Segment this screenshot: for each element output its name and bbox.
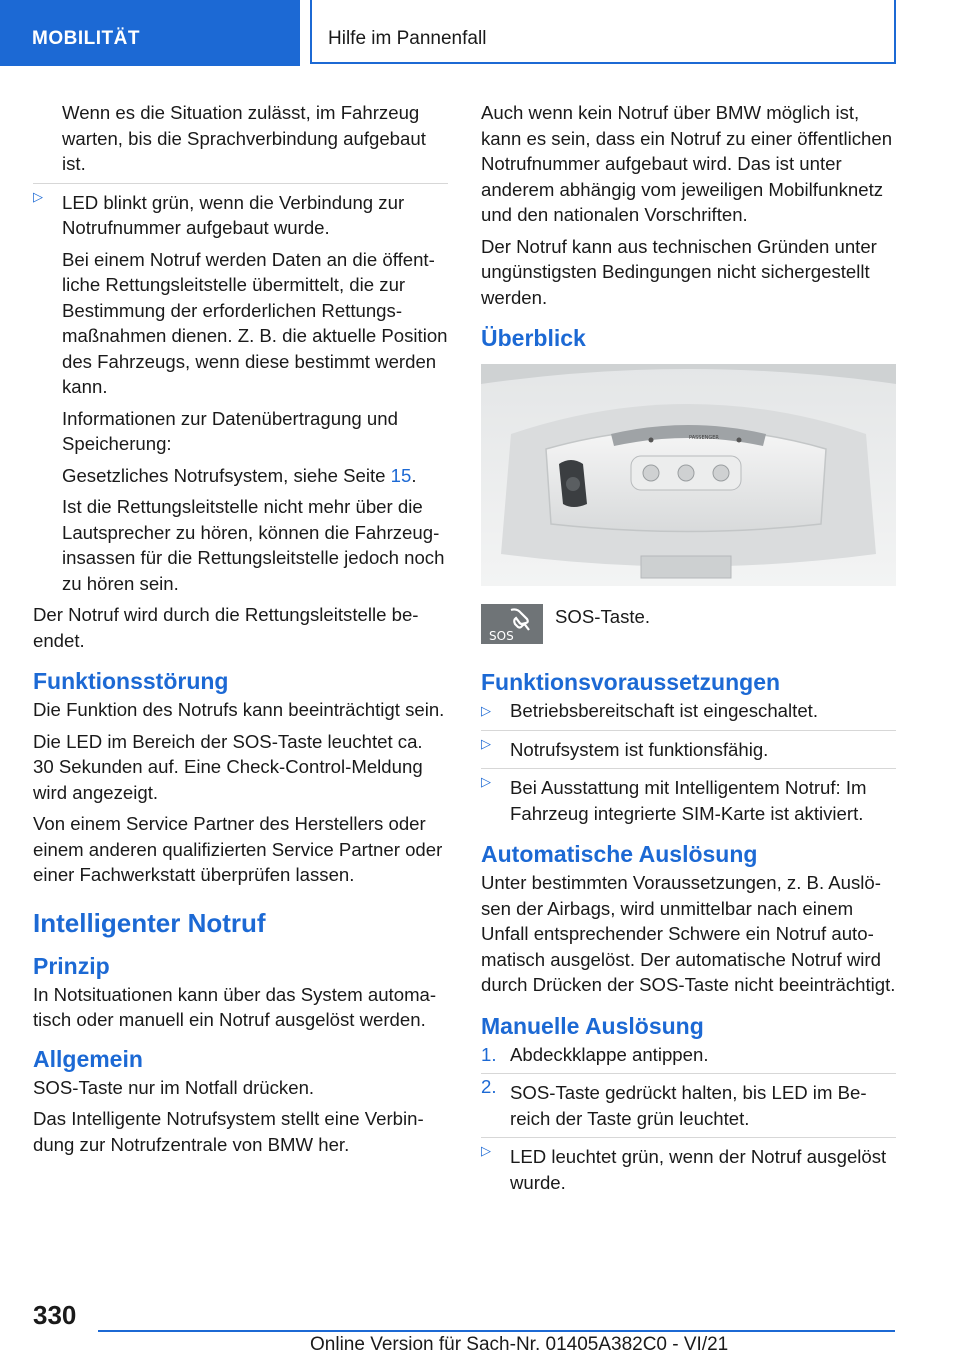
step-text: SOS-Taste gedrückt halten, bis LED im Bereich der Taste grün leuchtet. [510, 1082, 867, 1129]
triangle-bullet-icon: ▷ [481, 1143, 491, 1158]
step-number: 1. [481, 1043, 497, 1065]
footer-divider [98, 1330, 895, 1332]
list-item [33, 183, 448, 241]
paragraph: Ist die Rettungsleitstelle nicht mehr über die Lautsprecher zu hören, können die Fahrzeuginsassen für die Rettungsleitstelle jedoch noch zu hören sein. [62, 496, 445, 594]
list-item [481, 698, 896, 724]
right-column [481, 100, 896, 1201]
page-number: 330 [33, 1300, 77, 1330]
paragraph: Das Intelligente Notrufsystem stellt eine Verbindung zur Notrufzentrale von BMW her. [33, 1108, 424, 1155]
list-item-text: Bei Ausstattung mit Intelligentem Notruf: Im Fahrzeug integrierte SIM-Karte ist aktiviert. [510, 777, 867, 824]
paragraph: Von einem Service Partner des Herstellers oder einem anderen qualifizierten Service Partner oder einer Fachwerkstatt überprüfen lassen. [33, 813, 443, 885]
paragraph: Unter bestimmten Voraussetzungen, z. B. Auslösen der Airbags, wird unmittelbar nach einem Unfall entsprechender Schwere ein Notruf automatisch ausgelöst. Der automatische Notruf wird durch Drücken der SOS-Taste nicht beeinträchtigt. [481, 872, 896, 995]
paragraph: Bei einem Notruf werden Daten an die öffentliche Rettungsleitstelle übermittelt, die zur Bestimmung der erforderlichen Rettungsmaßnahmen dienen. Z. B. die aktuelle Position des Fahrzeugs, wenn diese bestimmt werden kann. [62, 248, 448, 397]
paragraph: Auch wenn kein Notruf über BMW möglich ist, kann es sein, dass ein Notruf zu einer öffentlichen Notrufnummer aufgebaut wird. Das ist unter anderem abhängig vom jeweiligen Mobilfunknetz und den nationalen Vorschriften. [481, 102, 893, 225]
heading-manual-trigger: Manuelle Auslösung [481, 1012, 704, 1039]
heading-requirements: Funktionsvoraussetzungen [481, 669, 781, 695]
numbered-step [481, 1042, 896, 1068]
page-header [0, 0, 960, 66]
heading-overview: Überblick [481, 325, 586, 351]
sos-icon-text: SOS [489, 629, 514, 643]
step-text: Abdeckklappe antippen. [510, 1043, 709, 1065]
step-number: 2. [481, 1076, 497, 1097]
triangle-bullet-icon: ▷ [33, 188, 43, 204]
section-tab[interactable]: MOBILITÄT [0, 0, 300, 66]
page-link[interactable]: 15 [390, 464, 412, 486]
triangle-bullet-icon: ▷ [481, 735, 491, 751]
paragraph: Informationen zur Datenübertragung und Speicherung: [62, 407, 398, 454]
heading-intelligent-emergency-call: Intelligenter Notruf [33, 907, 266, 938]
list-item-text: LED leuchtet grün, wenn der Notruf ausgelöst wurde. [510, 1146, 887, 1193]
heading-fault: Funktionsstörung [33, 668, 229, 694]
heading-principle: Prinzip [33, 952, 110, 979]
numbered-step [481, 1073, 896, 1131]
paragraph [33, 463, 448, 489]
footer-version: Online Version für Sach-Nr. 01405A382C0 - VI/21 [310, 1334, 729, 1355]
list-item-text: Notrufsystem ist funktionsfähig. [510, 738, 769, 760]
triangle-bullet-icon: ▷ [481, 703, 491, 718]
overhead-console-photo [481, 364, 896, 586]
paragraph: Wenn es die Situation zulässt, im Fahrzeug warten, bis die Sprachverbindung aufgebaut ist. [62, 102, 426, 174]
left-column [33, 100, 448, 1163]
chapter-title[interactable]: Hilfe im Pannenfall [310, 0, 896, 64]
list-item-text: LED blinkt grün, wenn die Verbindung zur Notrufnummer aufgebaut wurde. [62, 191, 405, 238]
list-item [481, 1137, 896, 1195]
heading-general: Allgemein [33, 1045, 143, 1072]
paragraph: Der Notruf wird durch die Rettungsleitstelle beendet. [33, 604, 419, 651]
list-item [481, 730, 896, 763]
list-item [481, 768, 896, 826]
paragraph: SOS-Taste nur im Notfall drücken. [33, 1076, 315, 1098]
paragraph: Der Notruf kann aus technischen Gründen unter ungünstigsten Bedingungen nicht sichergestellt werden. [481, 235, 877, 308]
paragraph: In Notsituationen kann über das System automatisch oder manuell ein Notruf ausgelöst werden. [33, 983, 437, 1030]
list-item-text: Betriebsbereitschaft ist eingeschaltet. [510, 700, 818, 721]
sos-label: SOS-Taste. [555, 606, 651, 627]
sos-button-icon [481, 604, 543, 644]
triangle-bullet-icon: ▷ [481, 774, 491, 789]
paragraph: Die Funktion des Notrufs kann beeinträchtigt sein. [33, 699, 445, 720]
paragraph-text: Gesetzliches Notrufsystem, siehe Seite [62, 464, 391, 486]
paragraph-end: . [411, 464, 417, 486]
heading-automatic-trigger: Automatische Auslösung [481, 841, 758, 867]
paragraph: Die LED im Bereich der SOS-Taste leuchtet ca. 30 Sekunden auf. Eine Check-Control-Meldung wird angezeigt. [33, 730, 423, 803]
sos-legend [481, 604, 896, 648]
svg-text:PASSENGER: PASSENGER [689, 435, 719, 441]
